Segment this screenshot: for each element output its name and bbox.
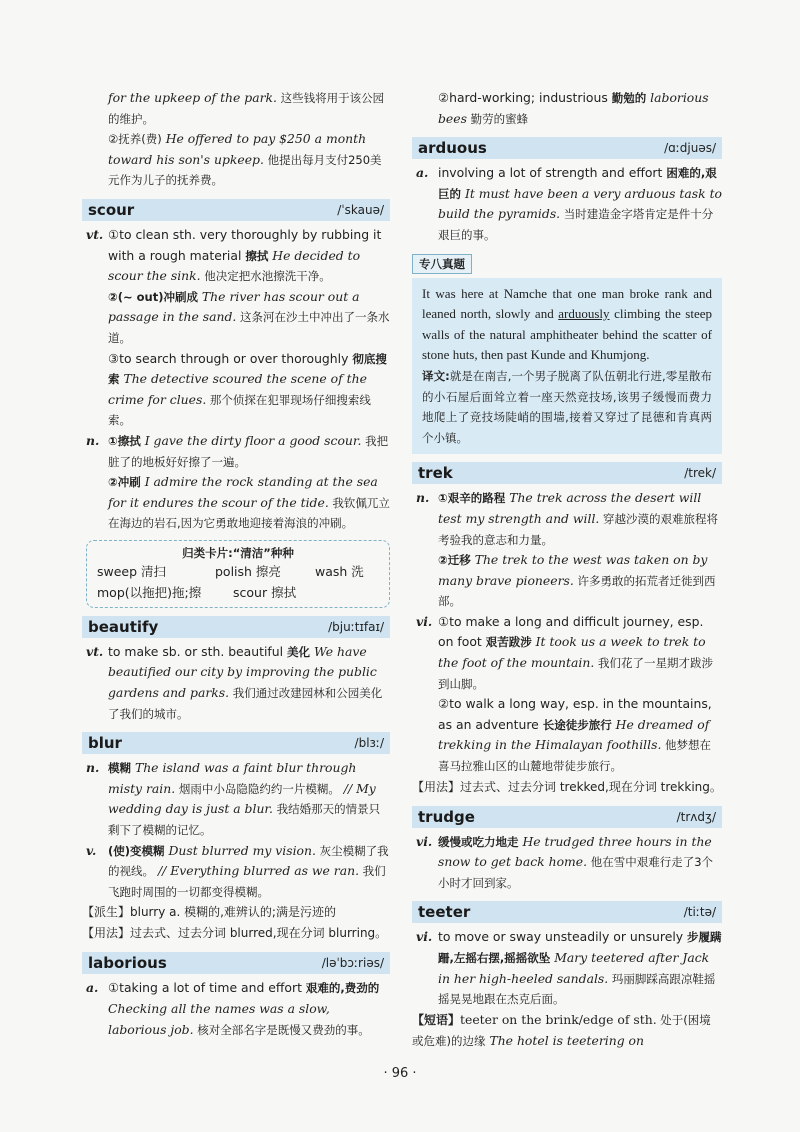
headword: teeter xyxy=(418,903,471,922)
sense: a. involving a lot of strength and effort 困难的,艰巨的 It must have been a very arduous task to build the pyramids. 当时建造金字塔肯定是件十分艰巨的事。 xyxy=(416,165,723,242)
sense: ②冲刷 I admire the rock standing at the sea for it endures the scour of the tide. 我钦佩兀立在海边的岩石,因为它勇敢地迎接着海浪的冲刷。 xyxy=(108,474,390,531)
phonetic: /trek/ xyxy=(684,466,716,481)
phonetic: /tiːtə/ xyxy=(683,905,716,920)
phonetic: /ləˈbɔːriəs/ xyxy=(321,956,384,971)
sense: vi. ①to make a long and difficult journey, esp. on foot 艰苦跋涉 It took us a week to trek to the foot of the mountain. 我们花了一星期才跋涉到山脚。 xyxy=(416,613,713,691)
sense: n. ①擦拭 I gave the dirty floor a good scour. 我把脏了的地板好好擦了一遍。 xyxy=(86,432,389,469)
phonetic: /trʌdʒ/ xyxy=(676,809,716,824)
phonetic: /ɑːdjuəs/ xyxy=(664,141,716,156)
phonetic: /blɜː/ xyxy=(354,736,384,751)
continuation-sense: ②hard-working; industrious 勤勉的 laborious bees 勤劳的蜜蜂 xyxy=(438,90,709,126)
derivation-note: 【派生】blurry a. 模糊的,难辨认的;满是污迹的 xyxy=(82,905,336,920)
headword-bar-trek xyxy=(412,462,722,484)
underlined-word: arduously xyxy=(558,306,610,322)
sense: vt. ①to clean sth. very thoroughly by rubbing it with a rough material 擦拭 He decided to scour the sink. 他决定把水池擦洗干净。 xyxy=(86,226,382,284)
exam-tag: 专八真题 xyxy=(412,254,472,274)
headword: scour xyxy=(88,200,135,219)
headword-bar-beautify xyxy=(82,616,390,638)
headword-bar-blur xyxy=(82,732,390,754)
headword: blur xyxy=(88,734,122,753)
phonetic: /ˈskauə/ xyxy=(337,202,384,217)
sense: vi. 缓慢或吃力地走 He trudged three hours in the snow to get back home. 他在雪中艰难行走了3个小时才回到家。 xyxy=(416,833,714,890)
usage-note: 【用法】过去式、过去分词 trekked,现在分词 trekking。 xyxy=(412,779,722,794)
headword: beautify xyxy=(88,617,159,636)
page-number: · 96 · xyxy=(383,1066,417,1081)
headword-bar-laborious xyxy=(82,952,390,974)
continuation-sense: ②抚养(费) He offered to pay $250 a month toward his son's upkeep. 他提出每月支付250美元作为儿子的抚养费。 xyxy=(108,131,382,188)
exam-translation: 译文:就是在南吉,一个男子脱离了队伍朝北行进,零星散布的小石屋后面耸立着一座天然竞技场,该男子缓慢而费力地爬上了竞技场陡峭的围墙,接着又穿过了昆德和肯真两个小镇。 xyxy=(422,368,712,445)
sense: ②迁移 The trek to the west was taken on by many brave pioneers. 许多勇敢的拓荒者迁徙到西部。 xyxy=(438,552,716,609)
card-row: mop(以拖把)拖;擦 scour 擦拭 xyxy=(97,584,297,600)
sense: n. ①艰辛的路程 The trek across the desert will test my strength and will. 穿越沙漠的艰难旅程将考验我的意志和力量。 xyxy=(416,490,719,547)
sense: vt. to make sb. or sth. beautiful 美化 We have beautified our city by improving the public gardens and parks. 我们通过改建园林和公园美化了我们的城市。 xyxy=(86,643,383,721)
sense: a. ①taking a lot of time and effort 艰难的,费劲的 Checking all the names was a slow, laborious job. 核对全部名字是既慢又费劲的事。 xyxy=(86,980,380,1037)
headword-bar-arduous xyxy=(412,137,722,159)
phrase-note: 【短语】teeter on the brink/edge of sth. 处于(困境或危难)的边缘 The hotel is teetering on xyxy=(412,1011,711,1048)
sense: v. (使)变模糊 Dust blurred my vision. 灰尘模糊了我的视线。 // Everything blurred as we ran. 我们飞跑时周围的一切都变得模糊。 xyxy=(86,842,389,899)
sense: ②to walk a long way, esp. in the mountains, as an adventure 长途徒步旅行 He dreamed of trekking in the Himalayan foothills. 他梦想在喜马拉雅山区的山麓地带徒步旅行。 xyxy=(438,696,712,774)
headword-bar-teeter xyxy=(412,901,722,923)
headword: trek xyxy=(418,464,453,483)
sense: ②(~ out)冲刷成 The river has scour out a passage in the sand. 这条河在沙土中冲出了一条水道。 xyxy=(108,288,390,345)
continuation-text: for the upkeep of the park. 这些钱将用于该公园的维护。 xyxy=(108,90,385,126)
sense: ③to search through or over thoroughly 彻底搜索 The detective scoured the scene of the crime for clues. 那个侦探在犯罪现场仔细搜索线索。 xyxy=(108,350,387,428)
sense: n. 模糊 The island was a faint blur through misty rain. 烟雨中小岛隐隐约约一片模糊。 // My wedding day is just a blur. 我结婚那天的情景只剩下了模糊的记忆。 xyxy=(86,760,381,838)
headword: arduous xyxy=(418,139,487,158)
phonetic: /bjuːtɪfaɪ/ xyxy=(328,619,384,634)
card-title: 归类卡片:“清洁”种种 xyxy=(182,545,294,560)
usage-note: 【用法】过去式、过去分词 blurred,现在分词 blurring。 xyxy=(82,926,388,941)
headword-bar-trudge xyxy=(412,806,722,828)
sense: vi. to move or sway unsteadily or unsurely 步履蹒跚,左摇右摆,摇摇欲坠 Mary teetered after Jack in her high-heeled sandals. 玛丽脚踩高跟凉鞋摇摇晃晃地跟在杰克后面。 xyxy=(416,929,722,1007)
headword: laborious xyxy=(88,954,167,973)
right-column xyxy=(412,88,722,1051)
headword: trudge xyxy=(418,807,475,826)
exam-passage-box: It was here at Namche that one man broke rank and leaned north, slowly and arduously climbing the steep walls of the natural amphitheater behind the scatter of stone huts, then past Kunde and Khumjong. 译文:就是在南吉,一个男子脱离了队伍朝北行进,零星散布的小石屋后面耸立着一座天然竞技场,该男子缓慢而费力地爬上了竞技场陡峭的围墙,接着又穿过了昆德和肯真两个小镇。 xyxy=(412,278,722,455)
headword-bar-scour xyxy=(82,199,390,221)
category-card xyxy=(86,540,390,608)
left-column xyxy=(82,88,390,1040)
card-row: sweep 清扫 polish 擦亮 wash 洗 xyxy=(97,563,364,579)
